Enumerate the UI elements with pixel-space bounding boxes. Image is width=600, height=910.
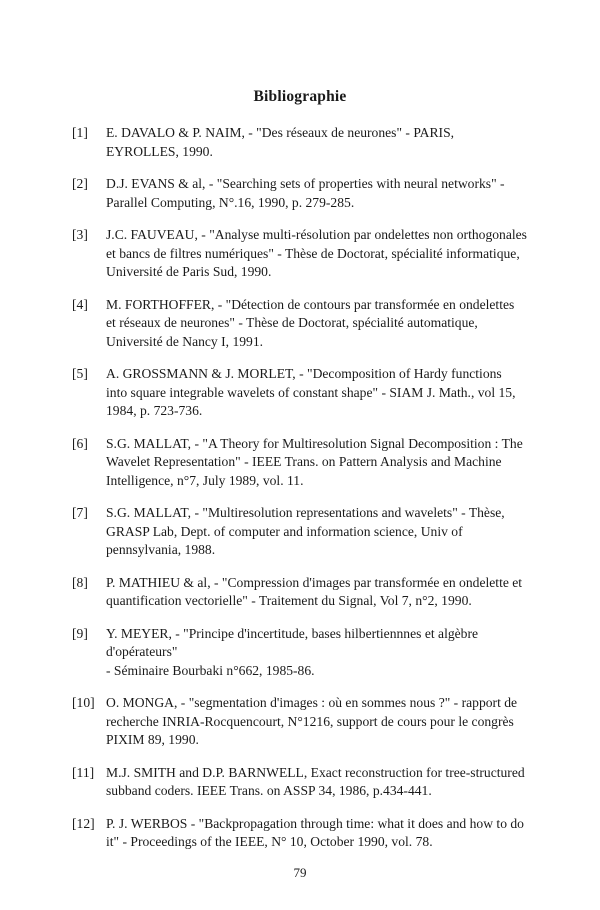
reference-line: recherche INRIA-Rocquencourt, N°1216, support de cours pour le congrès xyxy=(106,713,514,729)
reference-line: Y. MEYER, - "Principe d'incertitude, bases hilbertiennnes et algèbre xyxy=(106,625,479,641)
reference-line: PIXIM 89, 1990. xyxy=(106,732,199,747)
reference-item xyxy=(72,296,532,352)
reference-line: J.C. FAUVEAU, - "Analyse multi-résolution par ondelettes non orthogonales xyxy=(106,227,527,242)
reference-item xyxy=(72,175,532,212)
reference-line: O. MONGA, - "segmentation d'images : où en sommes nous ?" - rapport de xyxy=(106,695,518,710)
reference-line: Parallel Computing, N°.16, 1990, p. 279-285. xyxy=(106,194,355,210)
reference-line: Université de Nancy I, 1991. xyxy=(106,333,264,349)
reference-item xyxy=(72,764,532,801)
page-number: 79 xyxy=(293,865,307,880)
reference-item xyxy=(72,226,532,282)
reference-line: - Séminaire Bourbaki n°662, 1985-86. xyxy=(106,662,315,678)
reference-number: [7] xyxy=(72,505,88,520)
reference-text xyxy=(106,435,532,491)
reference-line: Wavelet Representation" - IEEE Trans. on Pattern Analysis and Machine xyxy=(106,454,502,469)
reference-text xyxy=(106,574,532,611)
reference-list xyxy=(72,124,532,866)
reference-number: [1] xyxy=(72,125,88,140)
reference-line: M.J. SMITH and D.P. BARNWELL, Exact reconstruction for tree-structured xyxy=(106,764,525,780)
reference-line: et bancs de filtres numériques" - Thèse de Doctorat, spécialité informatique, xyxy=(106,245,520,261)
reference-line: pennsylvania, 1988. xyxy=(106,542,216,557)
reference-text xyxy=(106,625,532,681)
reference-text xyxy=(106,226,532,282)
reference-item xyxy=(72,625,532,681)
reference-text xyxy=(106,296,532,352)
reference-text xyxy=(106,365,532,421)
reference-item xyxy=(72,365,532,421)
reference-number: [9] xyxy=(72,625,88,641)
reference-line: subband coders. IEEE Trans. on ASSP 34, 1986, p.434-441. xyxy=(106,783,432,798)
page-title: Bibliographie xyxy=(253,88,347,105)
reference-number: [2] xyxy=(72,176,88,191)
reference-item xyxy=(72,694,532,750)
reference-line: quantification vectorielle" - Traitement du Signal, Vol 7, n°2, 1990. xyxy=(106,593,472,608)
reference-line: et réseaux de neurones" - Thèse de Doctorat, spécialité automatique, xyxy=(106,315,478,330)
reference-line: 1984, p. 723-736. xyxy=(106,403,203,418)
reference-line: Université de Paris Sud, 1990. xyxy=(106,264,272,279)
reference-line: S.G. MALLAT, - "Multiresolution representations and wavelets" - Thèse, xyxy=(106,505,505,520)
reference-number: [12] xyxy=(72,815,95,831)
reference-text xyxy=(106,815,532,852)
reference-text xyxy=(106,694,532,750)
reference-item xyxy=(72,124,532,161)
reference-line: M. FORTHOFFER, - "Détection de contours par transformée en ondelettes xyxy=(106,296,515,312)
reference-text xyxy=(106,764,532,801)
reference-number: [10] xyxy=(72,695,95,710)
reference-number: [11] xyxy=(72,764,95,780)
reference-line: into square integrable wavelets of constant shape" - SIAM J. Math., vol 15, xyxy=(106,384,516,400)
reference-line: d'opérateurs" xyxy=(106,644,178,659)
reference-line: D.J. EVANS & al, - "Searching sets of properties with neural networks" - xyxy=(106,176,505,191)
reference-number: [6] xyxy=(72,435,88,451)
reference-number: [3] xyxy=(72,227,88,242)
reference-text xyxy=(106,504,532,560)
reference-line: GRASP Lab, Dept. of computer and information science, Univ of xyxy=(106,523,463,539)
reference-line: EYROLLES, 1990. xyxy=(106,143,213,159)
reference-item xyxy=(72,574,532,611)
reference-item xyxy=(72,504,532,560)
reference-line: P. J. WERBOS - "Backpropagation through time: what it does and how to do xyxy=(106,815,524,831)
reference-text xyxy=(106,175,532,212)
reference-item xyxy=(72,815,532,852)
reference-line: E. DAVALO & P. NAIM, - "Des réseaux de neurones" - PARIS, xyxy=(106,125,455,140)
reference-line: Intelligence, n°7, July 1989, vol. 11. xyxy=(106,472,304,488)
reference-number: [8] xyxy=(72,574,88,590)
reference-item xyxy=(72,435,532,491)
reference-line: A. GROSSMANN & J. MORLET, - "Decomposition of Hardy functions xyxy=(106,366,502,381)
reference-line: S.G. MALLAT, - "A Theory for Multiresolution Signal Decomposition : The xyxy=(106,435,523,451)
reference-number: [5] xyxy=(72,366,88,381)
reference-number: [4] xyxy=(72,296,88,312)
reference-line: P. MATHIEU & al, - "Compression d'images par transformée en ondelette et xyxy=(106,574,523,590)
reference-text xyxy=(106,124,532,161)
reference-line: it" - Proceedings of the IEEE, N° 10, October 1990, vol. 78. xyxy=(106,834,433,849)
